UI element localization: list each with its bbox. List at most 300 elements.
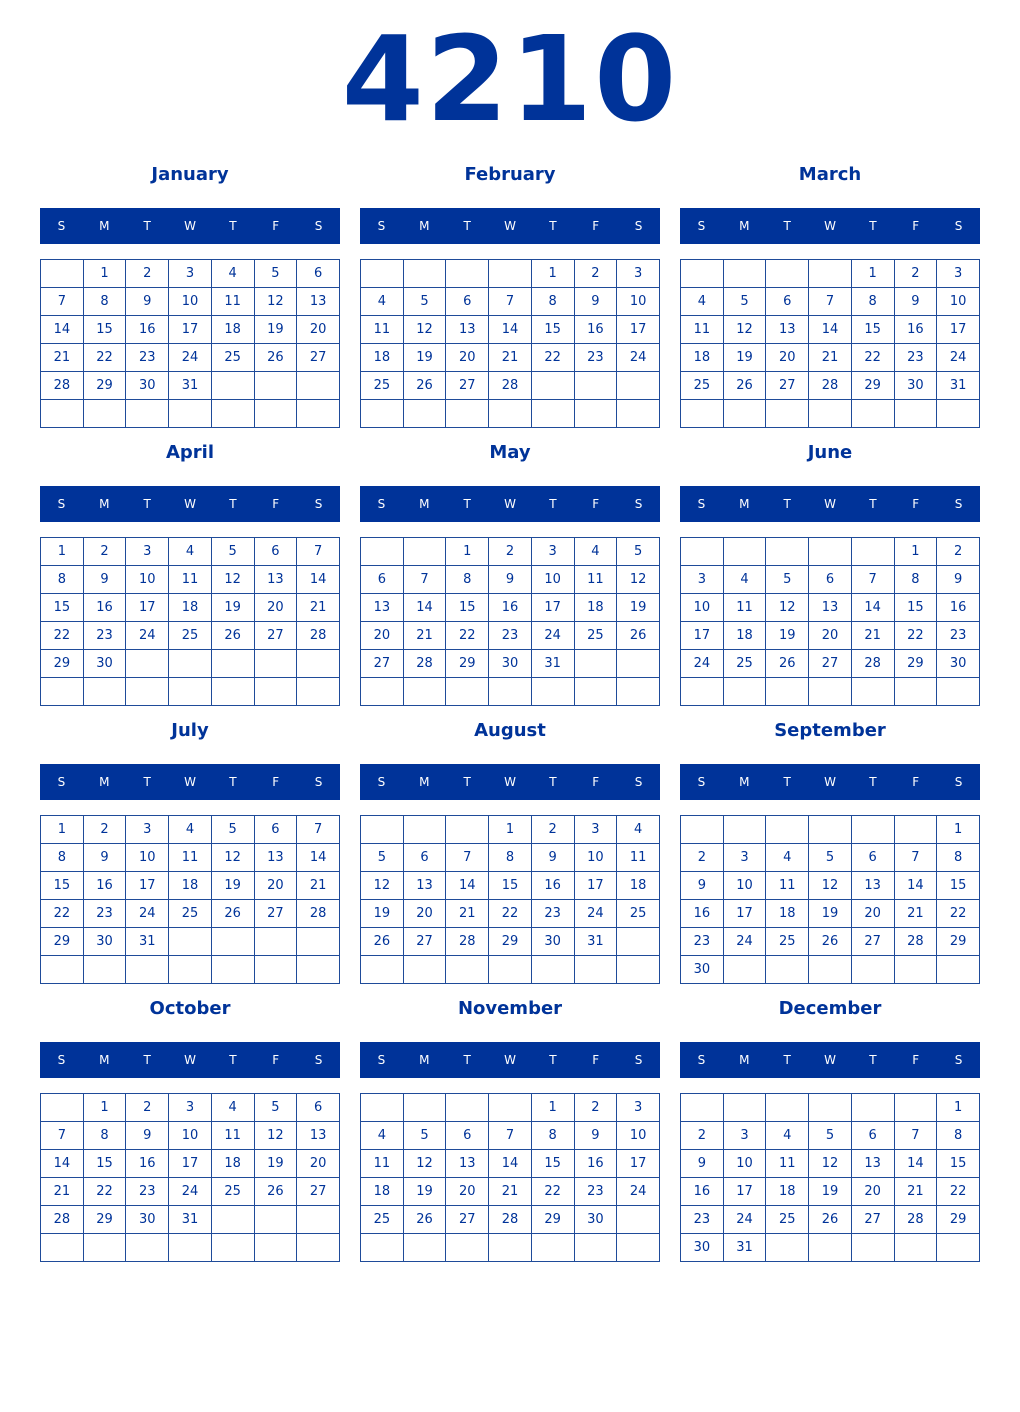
day-cell: 20 (766, 344, 809, 372)
weekday-label: F (592, 219, 600, 233)
empty-day-cell (489, 678, 532, 706)
day-cell: 1 (851, 260, 894, 288)
empty-day-cell (937, 400, 980, 428)
day-cell: 16 (83, 872, 126, 900)
day-cell: 16 (574, 1150, 617, 1178)
day-cell: 26 (723, 372, 766, 400)
day-cell: 25 (617, 900, 660, 928)
weekday-label: W (184, 1053, 196, 1067)
week-row (681, 400, 980, 428)
week-row (681, 956, 980, 984)
weekday-label: S (57, 1053, 66, 1067)
day-cell: 6 (851, 844, 894, 872)
weekday-label: T (549, 775, 557, 789)
day-cell: 10 (574, 844, 617, 872)
empty-day-cell (83, 678, 126, 706)
empty-day-cell (446, 816, 489, 844)
empty-day-cell (531, 400, 574, 428)
day-grid (360, 259, 660, 428)
day-cell: 26 (211, 622, 254, 650)
day-grid (360, 1093, 660, 1262)
empty-day-cell (894, 1234, 937, 1262)
weekday-label: S (954, 497, 963, 511)
weekday-label: M (419, 497, 430, 511)
weekday-label: S (377, 1053, 386, 1067)
week-row (681, 844, 980, 872)
day-cell: 12 (211, 566, 254, 594)
empty-day-cell (809, 956, 852, 984)
day-cell: 20 (851, 1178, 894, 1206)
day-cell: 10 (723, 1150, 766, 1178)
day-cell: 3 (723, 844, 766, 872)
day-cell: 7 (403, 566, 446, 594)
day-cell: 21 (894, 1178, 937, 1206)
week-row (361, 1178, 660, 1206)
empty-day-cell (211, 372, 254, 400)
empty-day-cell (617, 1206, 660, 1234)
day-cell: 20 (297, 316, 340, 344)
empty-day-cell (617, 1234, 660, 1262)
day-cell: 17 (681, 622, 724, 650)
day-cell: 7 (41, 288, 84, 316)
day-cell: 29 (531, 1206, 574, 1234)
day-cell: 28 (489, 372, 532, 400)
day-cell: 12 (766, 594, 809, 622)
weekday-header (360, 1042, 660, 1078)
week-row (41, 900, 340, 928)
day-cell: 2 (574, 260, 617, 288)
day-cell: 22 (489, 900, 532, 928)
day-cell: 29 (83, 1206, 126, 1234)
week-row (41, 1150, 340, 1178)
day-cell: 27 (446, 1206, 489, 1234)
day-cell: 5 (361, 844, 404, 872)
empty-day-cell (297, 956, 340, 984)
day-cell: 11 (169, 566, 212, 594)
day-cell: 2 (83, 816, 126, 844)
day-cell: 10 (531, 566, 574, 594)
day-cell: 30 (83, 650, 126, 678)
week-row (681, 1206, 980, 1234)
day-cell: 20 (446, 344, 489, 372)
day-cell: 14 (894, 1150, 937, 1178)
day-cell: 23 (681, 928, 724, 956)
day-cell: 23 (531, 900, 574, 928)
day-cell: 6 (254, 538, 297, 566)
day-cell: 14 (41, 316, 84, 344)
day-cell: 29 (937, 1206, 980, 1234)
week-row (681, 260, 980, 288)
empty-day-cell (254, 1206, 297, 1234)
weekday-label: M (99, 775, 110, 789)
empty-day-cell (126, 650, 169, 678)
day-cell: 15 (41, 594, 84, 622)
week-row (41, 372, 340, 400)
empty-day-cell (617, 650, 660, 678)
empty-day-cell (126, 400, 169, 428)
day-cell: 1 (41, 816, 84, 844)
day-cell: 15 (446, 594, 489, 622)
day-cell: 7 (809, 288, 852, 316)
week-row (681, 1122, 980, 1150)
day-cell: 20 (851, 900, 894, 928)
weekday-label: F (912, 1053, 920, 1067)
day-cell: 3 (723, 1122, 766, 1150)
day-cell: 26 (809, 928, 852, 956)
day-cell: 1 (531, 260, 574, 288)
day-cell: 10 (937, 288, 980, 316)
day-cell: 11 (169, 844, 212, 872)
empty-day-cell (361, 260, 404, 288)
day-cell: 6 (809, 566, 852, 594)
empty-day-cell (169, 928, 212, 956)
weekday-label: S (634, 497, 643, 511)
weekday-label: W (184, 497, 196, 511)
day-cell: 23 (937, 622, 980, 650)
day-cell: 17 (617, 1150, 660, 1178)
day-cell: 9 (574, 288, 617, 316)
week-row (361, 316, 660, 344)
day-cell: 12 (211, 844, 254, 872)
day-cell: 9 (489, 566, 532, 594)
empty-day-cell (723, 1094, 766, 1122)
day-grid (360, 537, 660, 706)
day-cell: 8 (489, 844, 532, 872)
day-grid (40, 815, 340, 984)
day-cell: 18 (723, 622, 766, 650)
day-cell: 31 (574, 928, 617, 956)
weekday-label: T (463, 775, 471, 789)
weekday-label: T (143, 219, 151, 233)
day-cell: 27 (446, 372, 489, 400)
day-cell: 24 (723, 1206, 766, 1234)
week-row (681, 872, 980, 900)
empty-day-cell (41, 678, 84, 706)
empty-day-cell (809, 538, 852, 566)
day-cell: 25 (766, 928, 809, 956)
week-row (361, 816, 660, 844)
empty-day-cell (446, 400, 489, 428)
day-cell: 5 (809, 844, 852, 872)
day-grid (680, 537, 980, 706)
day-cell: 20 (254, 594, 297, 622)
day-cell: 6 (851, 1122, 894, 1150)
day-cell: 15 (937, 872, 980, 900)
weekday-label: S (57, 497, 66, 511)
week-row (681, 1178, 980, 1206)
day-cell: 6 (446, 1122, 489, 1150)
day-cell: 3 (617, 260, 660, 288)
day-cell: 24 (617, 344, 660, 372)
day-cell: 15 (489, 872, 532, 900)
empty-day-cell (403, 816, 446, 844)
day-cell: 6 (361, 566, 404, 594)
week-row (361, 538, 660, 566)
week-row (361, 622, 660, 650)
day-cell: 9 (83, 566, 126, 594)
empty-day-cell (297, 400, 340, 428)
weekday-label: T (549, 1053, 557, 1067)
day-cell: 28 (894, 928, 937, 956)
empty-day-cell (851, 678, 894, 706)
weekday-label: W (824, 775, 836, 789)
week-row (41, 316, 340, 344)
day-cell: 14 (851, 594, 894, 622)
day-cell: 16 (681, 1178, 724, 1206)
weekday-label: F (272, 219, 280, 233)
day-cell: 7 (894, 1122, 937, 1150)
day-grid (360, 815, 660, 984)
empty-day-cell (446, 260, 489, 288)
week-row (41, 650, 340, 678)
weekday-label: T (229, 1053, 237, 1067)
day-cell: 30 (937, 650, 980, 678)
day-cell: 31 (937, 372, 980, 400)
day-cell: 30 (489, 650, 532, 678)
day-cell: 18 (211, 1150, 254, 1178)
day-cell: 10 (126, 844, 169, 872)
empty-day-cell (531, 372, 574, 400)
empty-day-cell (894, 956, 937, 984)
day-cell: 24 (169, 344, 212, 372)
empty-day-cell (681, 678, 724, 706)
weekday-label: T (783, 497, 791, 511)
day-cell: 24 (126, 622, 169, 650)
empty-day-cell (41, 1094, 84, 1122)
week-row (361, 956, 660, 984)
empty-day-cell (41, 400, 84, 428)
day-cell: 5 (211, 816, 254, 844)
day-cell: 9 (681, 872, 724, 900)
day-cell: 21 (489, 1178, 532, 1206)
weekday-header (360, 764, 660, 800)
empty-day-cell (723, 816, 766, 844)
empty-day-cell (681, 816, 724, 844)
week-row (41, 622, 340, 650)
day-cell: 1 (894, 538, 937, 566)
day-cell: 16 (126, 316, 169, 344)
day-cell: 7 (41, 1122, 84, 1150)
empty-day-cell (851, 538, 894, 566)
week-row (361, 400, 660, 428)
empty-day-cell (723, 538, 766, 566)
empty-day-cell (446, 1094, 489, 1122)
weekday-header (40, 1042, 340, 1078)
week-row (361, 678, 660, 706)
day-cell: 29 (41, 650, 84, 678)
day-cell: 24 (126, 900, 169, 928)
day-cell: 23 (83, 900, 126, 928)
empty-day-cell (361, 538, 404, 566)
weekday-header (40, 764, 340, 800)
day-cell: 6 (766, 288, 809, 316)
day-cell: 16 (937, 594, 980, 622)
day-cell: 22 (531, 344, 574, 372)
day-cell: 9 (894, 288, 937, 316)
empty-day-cell (169, 678, 212, 706)
day-cell: 2 (489, 538, 532, 566)
week-row (41, 566, 340, 594)
day-cell: 25 (169, 900, 212, 928)
empty-day-cell (851, 956, 894, 984)
day-cell: 13 (851, 872, 894, 900)
weekday-label: S (634, 219, 643, 233)
day-cell: 8 (937, 1122, 980, 1150)
weekday-label: F (272, 1053, 280, 1067)
day-cell: 11 (574, 566, 617, 594)
day-cell: 30 (681, 1234, 724, 1262)
day-cell: 17 (126, 594, 169, 622)
day-cell: 9 (126, 1122, 169, 1150)
day-cell: 19 (403, 1178, 446, 1206)
empty-day-cell (574, 372, 617, 400)
week-row (361, 288, 660, 316)
day-cell: 24 (681, 650, 724, 678)
empty-day-cell (723, 400, 766, 428)
weekday-header (680, 208, 980, 244)
weekday-label: T (869, 219, 877, 233)
day-cell: 16 (681, 900, 724, 928)
day-cell: 7 (489, 1122, 532, 1150)
weekday-header (680, 486, 980, 522)
day-cell: 6 (297, 260, 340, 288)
week-row (361, 1150, 660, 1178)
day-cell: 22 (41, 900, 84, 928)
day-cell: 23 (681, 1206, 724, 1234)
day-cell: 12 (809, 1150, 852, 1178)
day-cell: 30 (531, 928, 574, 956)
weekday-label: T (229, 219, 237, 233)
empty-day-cell (361, 1094, 404, 1122)
day-cell: 2 (894, 260, 937, 288)
empty-day-cell (809, 260, 852, 288)
day-cell: 3 (169, 260, 212, 288)
weekday-header (360, 486, 660, 522)
day-cell: 22 (937, 1178, 980, 1206)
day-cell: 10 (617, 1122, 660, 1150)
day-cell: 17 (574, 872, 617, 900)
day-cell: 10 (169, 1122, 212, 1150)
weekday-label: F (912, 219, 920, 233)
weekday-label: S (634, 1053, 643, 1067)
day-cell: 19 (809, 900, 852, 928)
empty-day-cell (851, 816, 894, 844)
day-cell: 19 (254, 1150, 297, 1178)
day-cell: 23 (126, 1178, 169, 1206)
day-cell: 12 (809, 872, 852, 900)
day-cell: 2 (126, 260, 169, 288)
day-cell: 16 (894, 316, 937, 344)
day-cell: 4 (211, 1094, 254, 1122)
week-row (41, 288, 340, 316)
empty-day-cell (489, 1094, 532, 1122)
day-cell: 21 (446, 900, 489, 928)
weekday-label: T (783, 775, 791, 789)
day-cell: 12 (403, 316, 446, 344)
day-cell: 24 (937, 344, 980, 372)
empty-day-cell (617, 678, 660, 706)
weekday-label: T (869, 497, 877, 511)
day-cell: 5 (809, 1122, 852, 1150)
day-cell: 1 (489, 816, 532, 844)
day-cell: 26 (361, 928, 404, 956)
day-cell: 17 (169, 1150, 212, 1178)
weekday-label: M (739, 497, 750, 511)
day-cell: 11 (723, 594, 766, 622)
weekday-label: T (463, 497, 471, 511)
day-cell: 8 (937, 844, 980, 872)
empty-day-cell (766, 1234, 809, 1262)
day-cell: 18 (169, 594, 212, 622)
weekday-label: S (954, 775, 963, 789)
week-row (41, 594, 340, 622)
day-cell: 5 (766, 566, 809, 594)
empty-day-cell (894, 1094, 937, 1122)
weekday-label: S (377, 775, 386, 789)
day-cell: 22 (894, 622, 937, 650)
day-cell: 26 (403, 1206, 446, 1234)
empty-day-cell (809, 816, 852, 844)
day-cell: 27 (297, 1178, 340, 1206)
day-cell: 10 (617, 288, 660, 316)
week-row (681, 538, 980, 566)
weekday-header (360, 208, 660, 244)
day-cell: 5 (723, 288, 766, 316)
weekday-label: F (272, 497, 280, 511)
day-cell: 29 (41, 928, 84, 956)
weekday-label: S (954, 1053, 963, 1067)
day-cell: 30 (574, 1206, 617, 1234)
empty-day-cell (403, 538, 446, 566)
day-cell: 10 (169, 288, 212, 316)
empty-day-cell (254, 400, 297, 428)
day-cell: 21 (41, 1178, 84, 1206)
day-cell: 17 (126, 872, 169, 900)
week-row (681, 678, 980, 706)
empty-day-cell (574, 956, 617, 984)
day-cell: 22 (446, 622, 489, 650)
weekday-label: S (954, 219, 963, 233)
day-cell: 22 (83, 1178, 126, 1206)
day-cell: 4 (617, 816, 660, 844)
day-cell: 9 (83, 844, 126, 872)
empty-day-cell (211, 1206, 254, 1234)
week-row (361, 566, 660, 594)
empty-day-cell (574, 678, 617, 706)
weekday-label: T (869, 775, 877, 789)
empty-day-cell (41, 956, 84, 984)
day-cell: 19 (211, 594, 254, 622)
month-title: November (457, 998, 563, 1019)
day-cell: 4 (169, 538, 212, 566)
day-cell: 6 (254, 816, 297, 844)
day-cell: 9 (574, 1122, 617, 1150)
month-title: April (165, 442, 215, 463)
day-cell: 20 (361, 622, 404, 650)
weekday-label: W (824, 1053, 836, 1067)
month-title: August (474, 720, 546, 741)
week-row (681, 344, 980, 372)
week-row (41, 400, 340, 428)
day-cell: 17 (617, 316, 660, 344)
day-cell: 22 (531, 1178, 574, 1206)
empty-day-cell (169, 400, 212, 428)
empty-day-cell (851, 400, 894, 428)
empty-day-cell (766, 260, 809, 288)
empty-day-cell (361, 1234, 404, 1262)
day-cell: 25 (574, 622, 617, 650)
month-title: January (151, 164, 229, 185)
